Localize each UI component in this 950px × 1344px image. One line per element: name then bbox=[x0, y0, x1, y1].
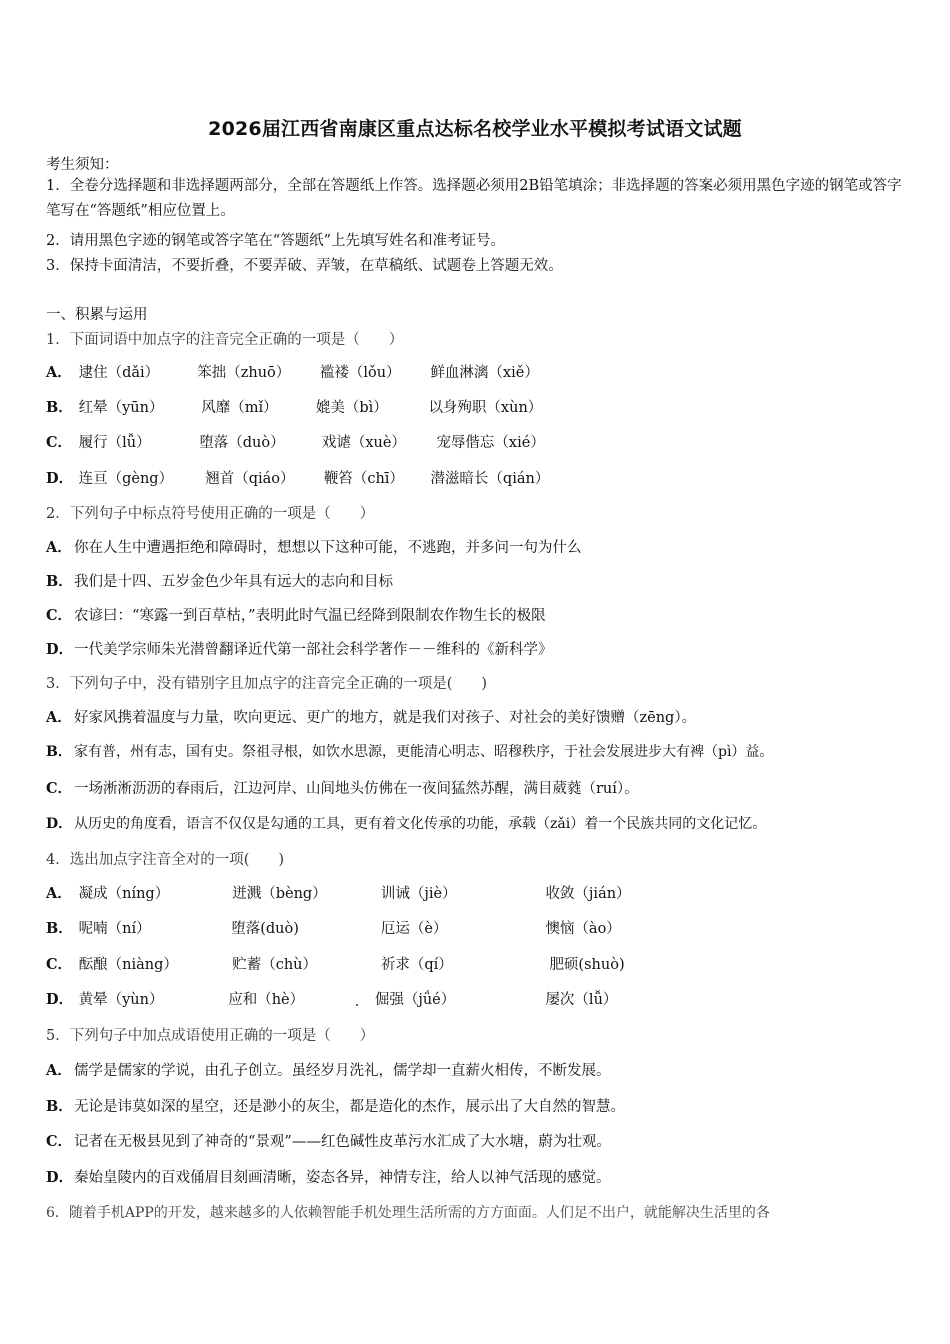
option-label: C． bbox=[46, 434, 73, 451]
question-5-option-a[interactable] bbox=[46, 1059, 611, 1080]
option-word: 逮住（dǎi） bbox=[78, 365, 160, 381]
question-4-option-a[interactable] bbox=[46, 882, 631, 903]
option-text: 秦始皇陵内的百戏俑眉目刻画清晰，姿态各异，神情专注，给人以神气活现的感觉。 bbox=[74, 1170, 611, 1186]
question-1-option-c[interactable] bbox=[46, 431, 545, 452]
option-word: 鞭笞（chī） bbox=[323, 471, 404, 487]
option-word: 红晕（yūn） bbox=[78, 400, 164, 416]
option-word: 戏谑（xuè） bbox=[321, 435, 406, 451]
question-3-option-d[interactable] bbox=[46, 813, 766, 833]
option-word: 收敛（jián） bbox=[545, 886, 631, 902]
option-text: 儒学是儒家的学说，由孔子创立。虽经岁月洗礼，儒学却一直薪火相传，不断发展。 bbox=[74, 1063, 611, 1079]
question-5-option-b[interactable] bbox=[46, 1095, 625, 1116]
question-4-option-c[interactable] bbox=[46, 953, 625, 974]
notice-item-3: 3．保持卡面清洁，不要折叠，不要弄破、弄皱，在草稿纸、试题卷上答题无效。 bbox=[46, 258, 563, 274]
question-4-stem: 4．选出加点字注音全对的一项( ) bbox=[46, 852, 285, 868]
option-text: 记者在无极县见到了神奇的“景观”——红色碱性皮革污水汇成了大水塘，蔚为壮观。 bbox=[74, 1134, 611, 1150]
option-label: B． bbox=[46, 573, 73, 590]
question-2-option-b[interactable] bbox=[46, 570, 393, 591]
question-3-stem: 3．下列句子中，没有错别字且加点字的注音完全正确的一项是( ) bbox=[46, 676, 488, 692]
option-word: 厄运（è） bbox=[380, 921, 448, 937]
question-2-option-d[interactable] bbox=[46, 638, 553, 659]
option-text: 无论是讳莫如深的星空，还是渺小的灰尘，都是造化的杰作，展示出了大自然的智慧。 bbox=[74, 1099, 625, 1115]
question-4-option-b[interactable] bbox=[46, 917, 621, 938]
question-1-option-b[interactable] bbox=[46, 396, 542, 417]
option-label: A． bbox=[46, 885, 72, 902]
option-word: 黄晕（yùn） bbox=[78, 992, 164, 1008]
option-label: B． bbox=[46, 1098, 73, 1115]
option-word: 应和（hè） bbox=[228, 992, 305, 1008]
option-text: 家有普，州有志，国有史。祭祖寻根，如饮水思源，更能清心明志、昭穆秩序，于社会发展进步大有裨（pì）益。 bbox=[74, 744, 774, 760]
option-label: C． bbox=[46, 956, 73, 973]
option-label: B． bbox=[46, 399, 73, 416]
option-word: 风靡（mǐ） bbox=[201, 400, 278, 416]
option-label: B． bbox=[46, 920, 73, 937]
option-word: 笨拙（zhuō） bbox=[197, 365, 291, 381]
option-text: 好家风携着温度与力量，吹向更远、更广的地方，就是我们对孩子、对社会的美好馈赠（zēng）。 bbox=[74, 710, 697, 726]
option-label: A． bbox=[46, 539, 72, 556]
option-text: 农谚曰：“寒露一到百草枯，”表明此时气温已经降到限制农作物生长的极限 bbox=[74, 608, 546, 624]
page-title: 2026届江西省南康区重点达标名校学业水平模拟考试语文试题 bbox=[208, 118, 742, 140]
question-1-option-a[interactable] bbox=[46, 361, 539, 382]
option-word: 肥硕(shuò) bbox=[549, 957, 625, 973]
option-label: D． bbox=[46, 470, 74, 487]
option-word: 翘首（qiáo） bbox=[205, 471, 295, 487]
option-text: 一代美学宗师朱光潜曾翻译近代第一部社会科学著作－－维科的《新科学》 bbox=[74, 642, 553, 658]
option-label: D． bbox=[46, 641, 74, 658]
notice-item-1: 1．全卷分选择题和非选择题两部分，全部在答题纸上作答。选择题必须用2B铅笔填涂；非选择题的答案必须用黑色字迹的钢笔或答字笔写在“答题纸”相应位置上。 bbox=[46, 178, 902, 219]
section-heading: 一、积累与运用 bbox=[46, 307, 148, 323]
option-word: 凝成（níng） bbox=[78, 886, 170, 902]
option-label: B． bbox=[46, 744, 72, 760]
option-word: 呢喃（ní） bbox=[78, 921, 151, 937]
option-word: 鲜血淋漓（xiě） bbox=[430, 365, 539, 381]
question-1-option-d[interactable] bbox=[46, 467, 549, 488]
option-word: 贮蓄（chù） bbox=[232, 957, 318, 973]
question-4-option-d[interactable] bbox=[46, 988, 617, 1009]
option-word: 媲美（bì） bbox=[315, 400, 388, 416]
question-2-option-c[interactable] bbox=[46, 604, 546, 625]
question-2-stem: 2．下列句子中标点符号使用正确的一项是（ ） bbox=[46, 506, 375, 522]
option-word: 宠辱偕忘（xié） bbox=[436, 435, 545, 451]
option-word: 褴褛（lǒu） bbox=[319, 365, 401, 381]
option-word: 训诫（jiè） bbox=[380, 886, 457, 902]
option-label: A． bbox=[46, 1062, 72, 1079]
option-label: D． bbox=[46, 816, 73, 832]
notice-item-2: 2．请用黑色字迹的钢笔或答字笔在“答题纸”上先填写姓名和准考证号。 bbox=[46, 233, 506, 249]
option-word: 屡次（lǚ） bbox=[545, 992, 618, 1008]
option-word: 连亘（gèng） bbox=[78, 471, 174, 487]
question-5-option-d[interactable] bbox=[46, 1166, 611, 1187]
option-text: 从历史的角度看，语言不仅仅是勾通的工具，更有着文化传承的功能，承载（zǎi）着一个民族共同的文化记忆。 bbox=[74, 816, 767, 832]
option-word: 履行（lǚ） bbox=[78, 435, 151, 451]
question-2-option-a[interactable] bbox=[46, 536, 582, 557]
option-text: 你在人生中遭遇拒绝和障碍时，想想以下这种可能，不逃跑，并多问一句为什么 bbox=[74, 540, 582, 556]
question-3-option-a[interactable] bbox=[46, 706, 696, 727]
option-word: 以身殉职（xùn） bbox=[428, 400, 543, 416]
notice-heading: 考生须知： bbox=[46, 157, 119, 173]
option-label: C． bbox=[46, 607, 73, 624]
option-label: D． bbox=[46, 991, 74, 1008]
option-text: 我们是十四、五岁金色少年具有远大的志向和目标 bbox=[74, 574, 393, 590]
question-6-stem: 6．随着手机APP的开发，越来越多的人依赖智能手机处理生活所需的方方面面。人们足不出户，就能解决生活里的各 bbox=[46, 1205, 770, 1221]
question-3-option-c[interactable] bbox=[46, 777, 639, 798]
question-5-option-c[interactable] bbox=[46, 1130, 611, 1151]
option-word: 祈求（qí） bbox=[380, 957, 453, 973]
option-label: C． bbox=[46, 780, 73, 797]
option-word: 酝酿（niàng） bbox=[78, 957, 178, 973]
option-word: 懊恼（ào） bbox=[545, 921, 621, 937]
option-word: 潜滋暗长（qián） bbox=[430, 471, 550, 487]
emphasis-dot bbox=[356, 1004, 358, 1006]
option-word: 堕落(duò) bbox=[231, 921, 299, 937]
option-label: C． bbox=[46, 1133, 73, 1150]
question-1-stem: 1．下面词语中加点字的注音完全正确的一项是（ ） bbox=[46, 332, 404, 348]
option-label: A． bbox=[46, 364, 72, 381]
option-text: 一场淅淅沥沥的春雨后，江边河岸、山间地头仿佛在一夜间猛然苏醒，满目葳蕤（ruí）。 bbox=[74, 781, 639, 797]
option-label: A． bbox=[46, 709, 72, 726]
question-5-stem: 5．下列句子中加点成语使用正确的一项是（ ） bbox=[46, 1028, 375, 1044]
option-word: 堕落（duò） bbox=[199, 435, 285, 451]
question-3-option-b[interactable] bbox=[46, 741, 773, 761]
option-word: 倔强（jǘé） bbox=[374, 992, 456, 1008]
option-word: 迸溅（bèng） bbox=[232, 886, 327, 902]
option-label: D． bbox=[46, 1169, 74, 1186]
